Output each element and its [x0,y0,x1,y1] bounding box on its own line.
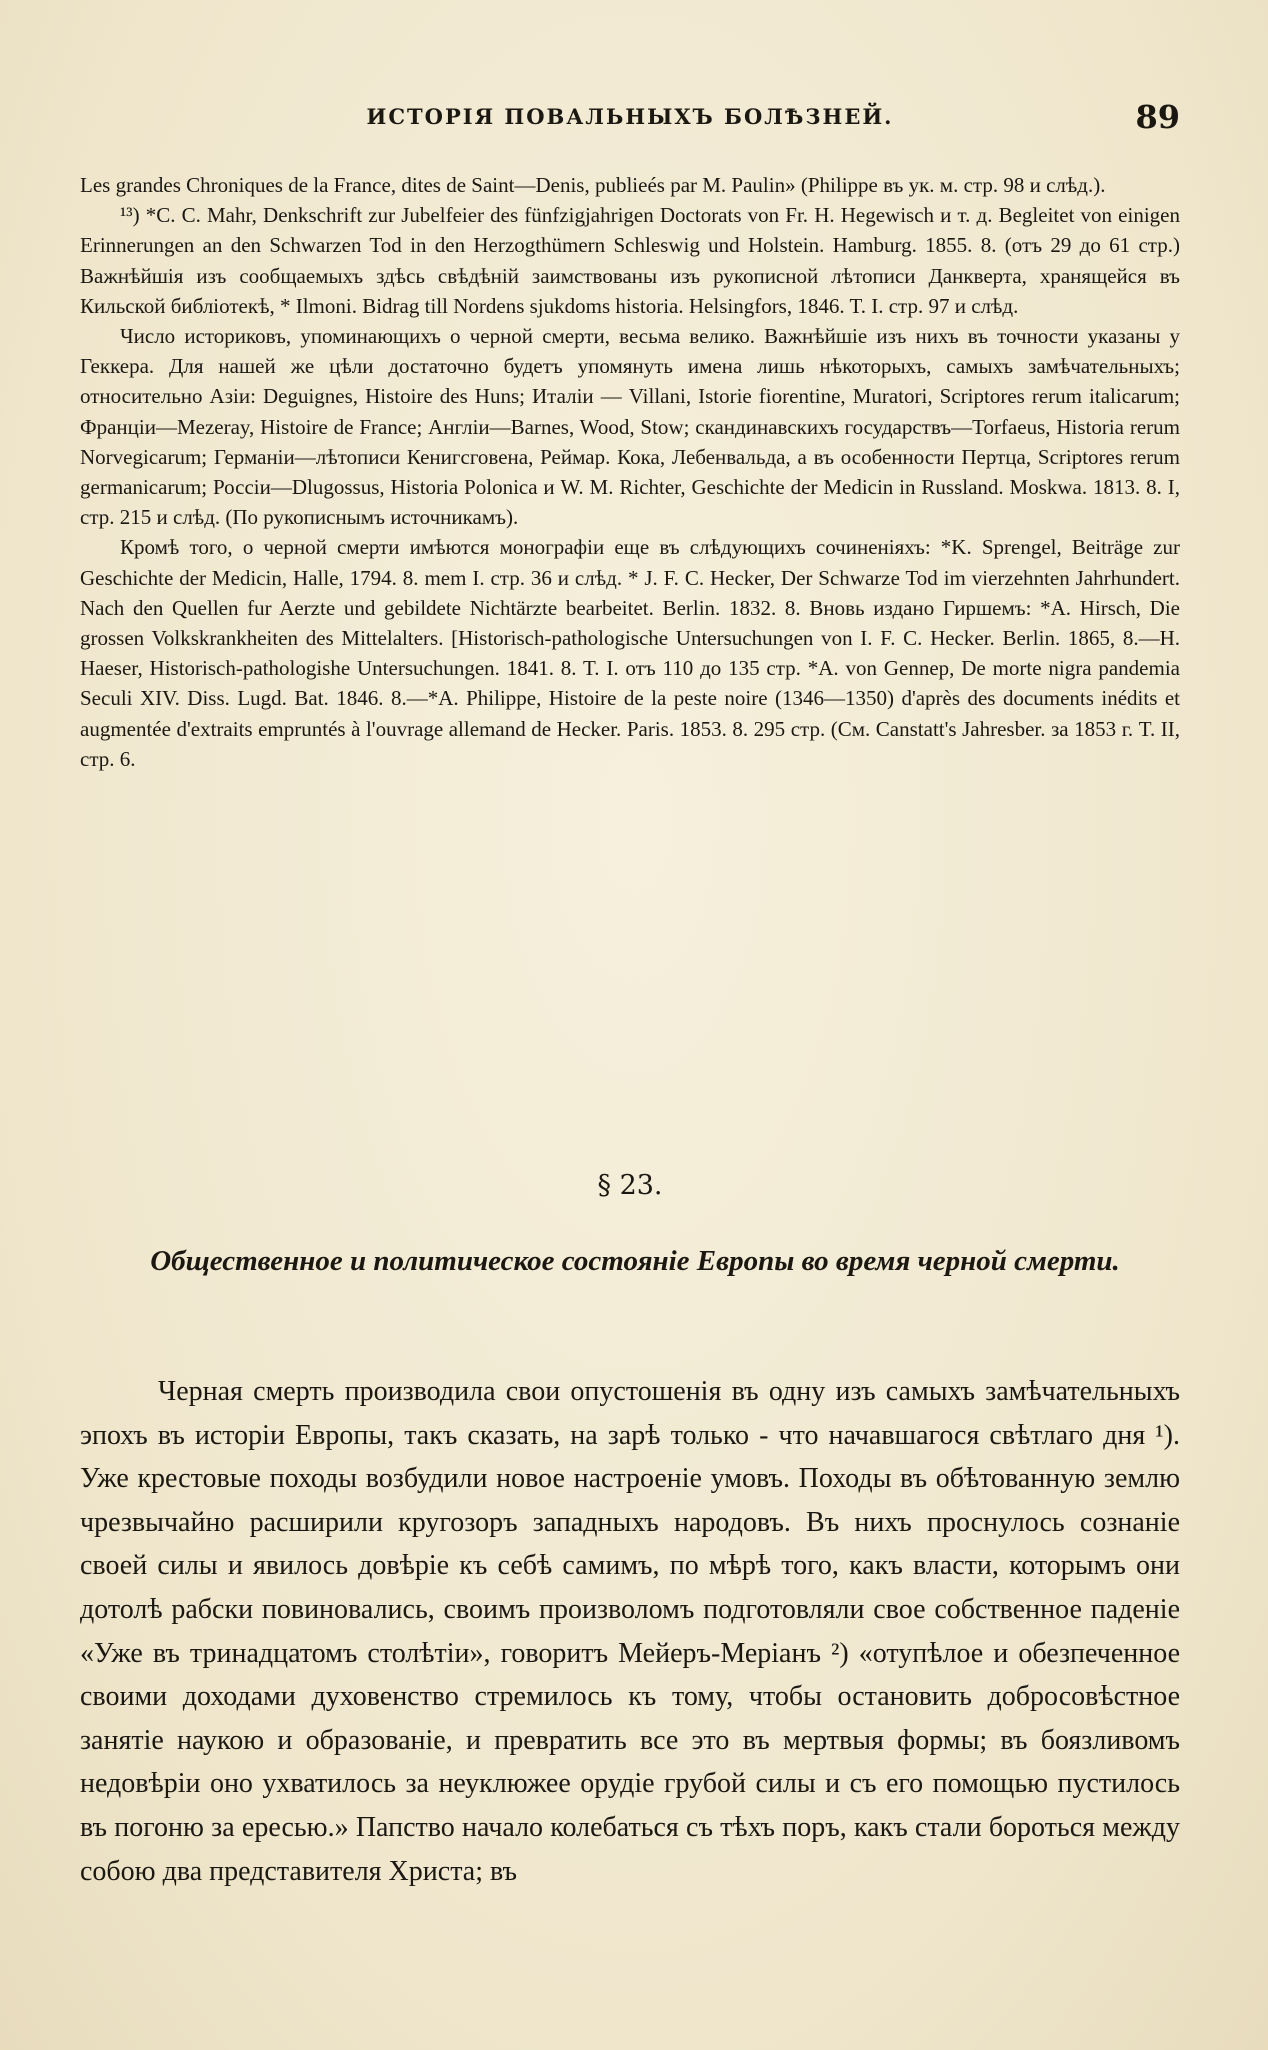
body-paragraph: Черная смерть производила свои опустошенія въ одну изъ самыхъ замѣчательныхъ эпохъ въ исторіи Европы, такъ сказать, на зарѣ только - что начавшагося свѣтлаго дня ¹). Уже крестовые походы возбудили новое настроеніе умовъ. Походы въ обѣтованную землю чрезвычайно расширили кругозоръ западныхъ народовъ. Въ нихъ проснулось сознаніе своей силы и явилось довѣріе къ себѣ самимъ, по мѣрѣ того, какъ власти, которымъ они дотолѣ рабски повиновались, своимъ произволомъ подготовляли свое собственное паденіе «Уже въ тринадцатомъ столѣтіи», говоритъ Мейеръ-Меріанъ ²) «отупѣлое и обезпеченное своими доходами духовенство стремилось къ тому, чтобы остановить добросовѣстное занятіе наукою и образованіе, и превратить все это въ мертвыя формы; въ боязливомъ недовѣріи оно ухватилось за неуклюжее орудіе грубой силы и съ его помощью пустилось въ погоню за ересью.» Папство начало колебаться съ тѣхъ поръ, какъ стали бороться между собою два представителя Христа; въ [80,1376,1180,1887]
note-paragraph: ¹³) *C. C. Mahr, Denkschrift zur Jubelfeier des fünfzigjahrigen Doctorats von Fr. H. Hegewisch и т. д. Begleitet von einigen Erinnerungen an den Schwarzen Tod in den Herzogthümern Schleswig und Holstein. Hamburg. 1855. 8. (отъ 29 до 61 стр.) Важнѣйшія изъ сообщаемыхъ здѣсь свѣдѣній заимствованы изъ рукописной лѣтописи Данкверта, хранящейся въ Кильской библіотекѣ, * Ilmoni. Bidrag till Nordens sjukdoms historia. Helsingfors, 1846. T. I. стр. 97 и слѣд. [80,203,1180,318]
running-header [80,98,1180,138]
note-paragraph: Число историковъ, упоминающихъ о черной смерти, весьма велико. Важнѣйшіе изъ нихъ въ точности указаны у Геккера. Для нашей же цѣли достаточно будетъ упомянуть имена лишь нѣкоторыхъ, самыхъ замѣчательныхъ; относительно Азіи: Deguignes, Histoire des Huns; Италіи — Villani, Istorie fiorentine, Muratori, Scriptores rerum italicarum; Франціи—Mezeray, Histoire de France; Англіи—Barnes, Wood, Stow; скандинавскихъ государствъ—Torfaeus, Historia rerum Norvegicarum; Германіи—лѣтописи Кенигсговена, Реймар. Кока, Лебенвальда, а въ особенности Пертца, Scriptores rerum germanicarum; Россіи—Dlugossus, Historia Polonica и W. M. Richter, Geschichte der Medicin in Russland. Moskwa. 1813. 8. I, стр. 215 и слѣд. (По рукописнымъ источникамъ). [80,324,1180,530]
footnotes-block [80,170,1180,774]
note-paragraph: Кромѣ того, о черной смерти имѣются монографіи еще въ слѣдующихъ сочиненіяхъ: *K. Sprengel, Beiträge zur Geschichte der Medicin, Halle, 1794. 8. mem I. стр. 36 и слѣд. * J. F. C. Hecker, Der Schwarze Tod im vierzehnten Jahrhundert. Nach den Quellen fur Aerzte und gebildete Nichtärzte bearbeitet. Berlin. 1832. 8. Вновь издано Гиршемъ: *A. Hirsch, Die grossen Volkskrankheiten des Mittelalters. [Historisch-pathologische Untersuchungen von I. F. C. Hecker. Berlin. 1865, 8.—H. Haeser, Historisch-pathologishe Untersuchungen. 1841. 8. T. I. отъ 110 до 135 стр. *A. von Gennep, De morte nigra pandemia Seculi XIV. Diss. Lugd. Bat. 1846. 8.—*A. Philippe, Histoire de la peste noire (1346—1350) d'après des documents inédits et augmentée d'extraits empruntés à l'ouvrage allemand de Hecker. Paris. 1853. 8. 295 стр. (См. Canstatt's Jahresber. за 1853 г. T. II, стр. 6. [80,535,1180,771]
section-heading: Общественное и политическое состояніе Европы во время черной смерти. [150,1245,1120,1277]
running-title: ИСТОРІЯ ПОВАЛЬНЫХЪ БОЛѢЗНЕЙ. [366,104,894,129]
page-number: 89 [1135,98,1180,136]
note-paragraph: Les grandes Chroniques de la France, dites de Saint—Denis, publieés par M. Paulin» (Philippe въ ук. м. стр. 98 и слѣд.). [80,173,1106,197]
section-number: § 23. [597,1170,663,1201]
